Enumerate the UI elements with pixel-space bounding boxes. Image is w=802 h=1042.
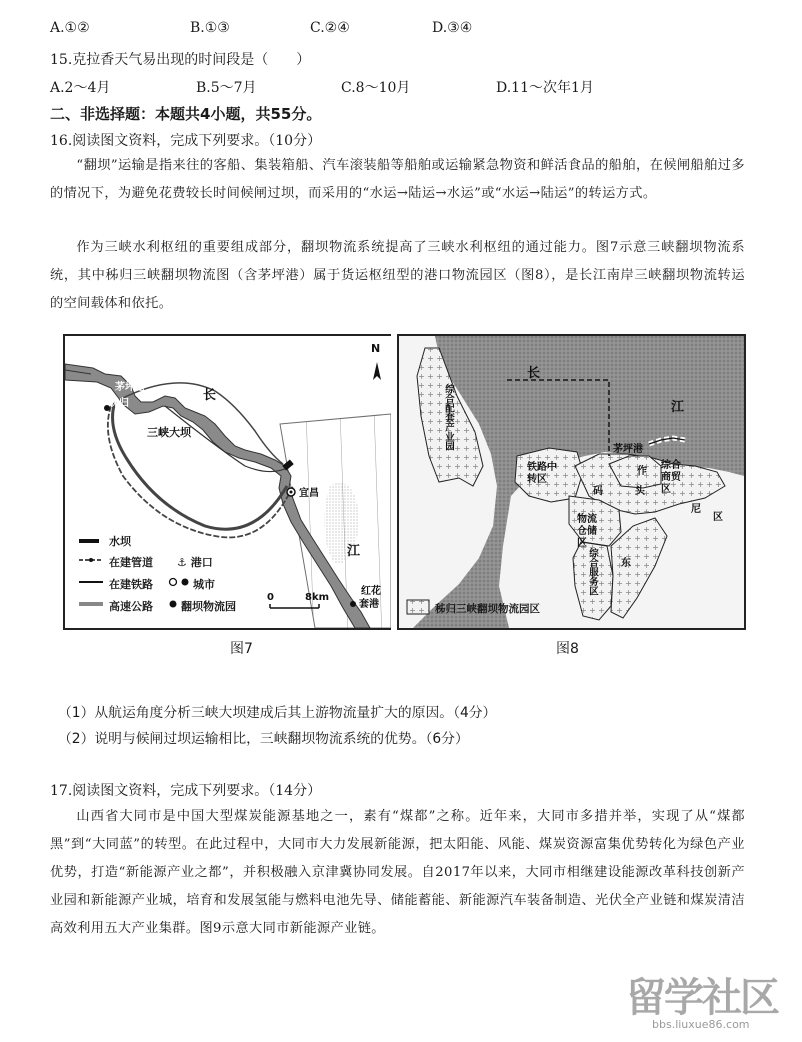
section2-title: 二、非选择题：本题共4小题，共55分。: [50, 105, 322, 123]
fig7-maoping-label: 茅坪港: [115, 382, 145, 393]
figure-8-caption: 图8: [556, 641, 579, 657]
fig7-legend-dam: 水坝: [109, 535, 131, 548]
figure-8-drawing: [399, 336, 744, 628]
figure-7-map: [63, 334, 391, 630]
q14-option-a: A.①②: [50, 20, 90, 36]
q15-option-d: D.11～次年1月: [496, 80, 594, 96]
watermark-url: bbs.liuxue86.com: [652, 1018, 750, 1031]
fig7-legend-highway: 高速公路: [109, 600, 153, 613]
fig8-label-qu: 区: [713, 512, 723, 523]
q14-option-d: D.③④: [432, 20, 473, 36]
figure-7-caption: 图7: [230, 641, 253, 657]
fig7-legend-pipeline: 在建管道: [109, 556, 153, 569]
q16-sub-1: （1）从航运角度分析三峡大坝建成后其上游物流量扩大的原因。（4分）: [58, 705, 497, 721]
q17-paragraph: 山西省大同市是中国大型煤炭能源基地之一，素有“煤都”之称。近年来，大同市多措并举，实现了从“煤都黑”到“大同蓝”的转型。在此过程中，大同市大力发展新能源，把太阳能、风能、煤炭资源富集优势转化为绿色产业优势，打造“新能源产业之都”，并积极融入京津冀协同发展。自2017年以来，大同市相继建设能源改革科技创新产业园和新能源产业城，培育和发展氢能与燃料电池先导、储能蓄能、新能源汽车装备制造、光伏全产业链和煤炭清洁高效利用五大产业集群。图9示意大同市新能源产业链。: [50, 809, 745, 936]
fig7-honghua-label: 红花: [361, 586, 381, 597]
fig7-scale-km: 8km: [305, 592, 330, 603]
fig7-yichang-label: 宜昌: [299, 488, 319, 499]
fig7-legend-logistics: 翻坝物流园: [181, 600, 236, 613]
figure-8-map: [397, 334, 746, 630]
fig7-river-chang-label: 长: [203, 388, 217, 403]
fig8-zone-zonghe: 综合配套产业园: [443, 384, 454, 451]
fig8-river-jiang-label: 江: [671, 400, 685, 415]
fig7-legend-city: 城市: [193, 578, 215, 591]
q16-stem: 16.阅读图文资料，完成下列要求。（10分）: [50, 133, 322, 149]
q16-sub-2: （2）说明与候闸过坝运输相比，三峡翻坝物流系统的优势。（6分）: [58, 731, 469, 747]
fig8-dock-1: 码: [593, 486, 603, 497]
q15-option-b: B.5～7月: [196, 80, 257, 96]
q16-paragraph-1: “翻坝”运输是指来往的客船、集装箱船、汽车滚装船等船舶或运输紧急物资和鲜活食品的船舶，在候闸船舶过多的情况下，为避免花费较长时间候闸过坝，而采用的“水运→陆运→水运”或“水运→陆运”的转运方式。: [50, 158, 745, 201]
fig7-honghua-port-label: 套港: [359, 599, 379, 610]
watermark-logo: 留学社区: [626, 975, 778, 1021]
fig8-maoping-label: 茅坪港: [613, 444, 643, 455]
fig8-zone-rail: 铁路中转区: [527, 462, 557, 485]
fig8-zone-wuliu: 物流仓储区: [577, 514, 597, 549]
q15-option-c: C.8～10月: [341, 80, 411, 96]
q15-option-a: A.2～4月: [50, 80, 111, 96]
anchor-icon: ⚓: [177, 556, 191, 569]
fig7-north-label: N: [371, 342, 381, 355]
fig8-zone-shangmao: 综合商贸区: [661, 460, 681, 495]
fig7-dam-label: 三峡大坝: [147, 426, 191, 439]
fig7-scale-zero: 0: [267, 592, 274, 603]
fig7-legend-rail: 在建铁路: [109, 578, 153, 591]
q17-stem: 17.阅读图文资料，完成下列要求。（14分）: [50, 783, 322, 799]
q14-option-c: C.②④: [310, 20, 350, 36]
q15-stem: 15.克拉香天气易出现的时间段是（ ）: [50, 52, 311, 68]
fig7-river-jiang-label: 江: [347, 544, 361, 559]
q14-option-b: B.①③: [190, 20, 230, 36]
fig8-river-chang-label: 长: [527, 366, 541, 381]
fig8-dock-3: 作: [637, 466, 647, 477]
fig8-legend: 秭归三峡翻坝物流园区: [435, 603, 540, 615]
fig8-label-dong: 东: [621, 558, 631, 569]
fig8-label-ni: 尼: [691, 504, 701, 515]
q16-paragraph-2: 作为三峡水利枢纽的重要组成部分，翻坝物流系统提高了三峡水利枢纽的通过能力。图7示意三峡翻坝物流系统，其中秭归三峡翻坝物流图（含茅坪港）属于货运枢纽型的港口物流园区（图8），是长江南岸三峡翻坝物流转运的空间载体和依托。: [50, 240, 745, 311]
fig8-dock-2: 头: [635, 486, 645, 497]
fig8-zone-fuwu: 综合服务区: [587, 548, 598, 596]
fig7-zigui-label: 秭归: [109, 398, 129, 409]
fig7-legend-port: ⚓ 港口: [177, 556, 213, 569]
